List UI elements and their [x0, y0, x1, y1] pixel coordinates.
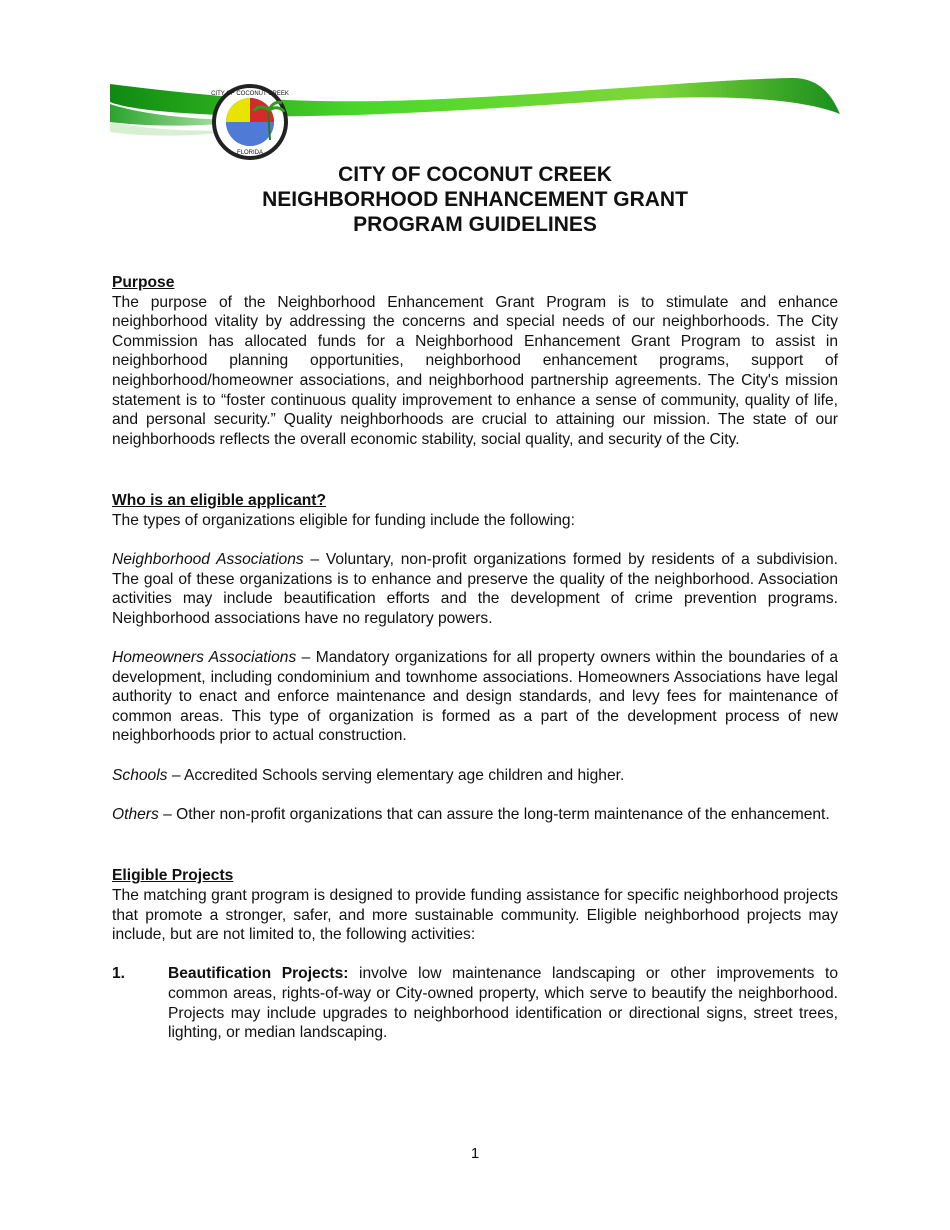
green-swoosh-banner — [100, 70, 860, 170]
page-number: 1 — [470, 1145, 480, 1162]
project-item-text: involve low maintenance landscaping or other improvements to common areas, rights-of-way or City-owned property, which serve to beautify the neighborhood. Projects may include upgrades to neighborhood identification or directional signs, street trees, lighting, or median landscaping. — [168, 965, 838, 1042]
org-type-term: Neighborhood Associations — [112, 551, 304, 569]
document-body — [112, 273, 838, 1043]
eligible-applicant-intro: The types of organizations eligible for funding include the following: — [112, 511, 575, 529]
document-title — [0, 162, 950, 237]
org-type-desc: – Accredited Schools serving elementary age children and higher. — [167, 766, 625, 784]
org-type-desc: – Voluntary, non-profit organizations formed by residents of a subdivision. The goal of these organizations is to enhance and preserve the quality of the neighborhood. Association activities may include beautification efforts and the development of crime prevention programs. Neighborhood associations have no regulatory powers. — [112, 551, 838, 627]
eligible-projects-intro: The matching grant program is designed to provide funding assistance for specific neighborhood projects that promote a stronger, safer, and more sustainable community. Eligible neighborhood projects may include, but are not limited to, the following activities: — [112, 887, 838, 944]
title-line-2: NEIGHBORHOOD ENHANCEMENT GRANT — [262, 188, 688, 211]
purpose-heading: Purpose — [112, 274, 175, 291]
org-type-desc: – Other non-profit organizations that can assure the long-term maintenance of the enhancement. — [158, 805, 830, 823]
project-item-body — [168, 964, 838, 1042]
project-item-number: 1. — [112, 965, 126, 983]
eligible-applicant-heading: Who is an eligible applicant? — [112, 492, 327, 510]
org-type-schools — [112, 766, 838, 786]
project-item-title: Beautification Projects: — [168, 965, 349, 983]
org-type-desc: – Mandatory organizations for all property owners within the boundaries of a development, including condominium and townhome associations. Homeowners Associations have legal authority to enact and enforce maintenance and design standards, and levy fees for maintenance of common areas. This type of organization is formed as a part of the development process of new neighborhoods prior to actual construction. — [112, 649, 838, 745]
eligible-projects-heading: Eligible Projects — [112, 867, 234, 885]
city-seal-logo — [211, 84, 289, 160]
org-type-term: Schools — [112, 766, 168, 784]
svg-text:CITY OF COCONUT CREEK: CITY OF COCONUT CREEK — [211, 91, 289, 97]
org-type-neighborhood-associations — [112, 550, 838, 628]
org-type-term: Homeowners Associations — [112, 649, 297, 667]
org-type-others — [112, 805, 838, 825]
header-banner — [100, 70, 860, 170]
org-type-homeowners-associations — [112, 648, 838, 746]
org-type-term: Others — [112, 805, 159, 823]
title-line-1: CITY OF COCONUT CREEK — [338, 163, 612, 186]
title-line-3: PROGRAM GUIDELINES — [353, 213, 597, 236]
svg-text:FLORIDA: FLORIDA — [236, 150, 264, 156]
project-item-beautification — [112, 964, 838, 1042]
purpose-paragraph: The purpose of the Neighborhood Enhancement Grant Program is to stimulate and enhance neighborhood vitality by addressing the concerns and special needs of our neighborhoods. The City Commission has allocated funds for a Neighborhood Enhancement Grant Program to assist in neighborhood planning opportunities, neighborhood enhancement programs, support of neighborhood/homeowner associations, and neighborhood partnership agreements. The City's mission statement is to “foster continuous quality improvement to enhance a sense of community, quality of life, and personal security.” Quality neighborhoods are crucial to attaining our mission. The state of our neighborhoods reflects the overall economic stability, social quality, and security of the City. — [112, 293, 838, 448]
